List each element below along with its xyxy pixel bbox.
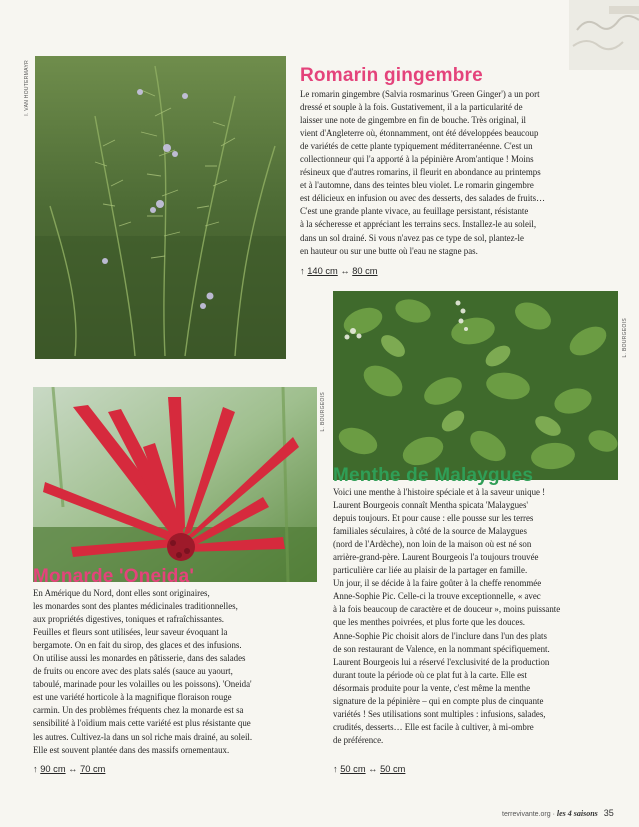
romarin-photo	[35, 56, 286, 359]
monarde-line: carmin. Un des problèmes fréquents chez la monarde est sa	[33, 705, 244, 716]
menthe-line: signature de la pépinière – qui en compte plus de cinquante	[333, 695, 544, 706]
romarin-dimensions	[300, 266, 378, 276]
romarin-width: 80 cm	[352, 266, 378, 276]
menthe-height: 50 cm	[340, 764, 366, 774]
footer-brand: les 4 saisons	[556, 809, 598, 818]
width-arrow-icon: ↔	[368, 764, 378, 774]
romarin-line: est délicieux en infusion ou avec des desserts, des salades de fruits…	[300, 193, 545, 204]
menthe-line: Anne-Sophie Pic choisit alors de l'inclure dans l'un des plats	[333, 630, 547, 641]
menthe-photo-credit: L. BOURGEOIS	[622, 318, 628, 358]
monarde-body	[33, 587, 325, 757]
monarde-line: sensibilité à l'oïdium mais cette variété est plus résistante que	[33, 718, 251, 729]
menthe-line: Un jour, il se décide à la faire goûter à la cheffe renommée	[333, 578, 542, 589]
romarin-line: dans un sol drainé. Si vous n'avez pas ce type de sol, plantez-le	[300, 232, 524, 243]
monarde-photo	[33, 387, 317, 582]
height-arrow-icon: ↑	[33, 764, 38, 774]
menthe-line: désormais produite pour la vente, c'est même la menthe	[333, 682, 531, 693]
menthe-line: depuis toujours. Et pour cause : elle pousse sur les terres	[333, 513, 534, 524]
page-number: 35	[603, 808, 614, 818]
menthe-line: arrière-grand-père. Laurent Bourgeois l'a toujours trouvée	[333, 552, 539, 563]
height-arrow-icon: ↑	[333, 764, 338, 774]
menthe-photo	[333, 291, 618, 480]
romarin-line: collectionneur qui l'a apporté à la pépinière Arom'antique ! Moins	[300, 154, 534, 165]
menthe-line: familiales séculaires, à côté de la source de Malaygues	[333, 526, 527, 537]
width-arrow-icon: ↔	[68, 764, 78, 774]
romarin-line: laisser une note de gingembre en fin de bouche. Très original, il	[300, 115, 527, 126]
menthe-line: (nord de l'Ardèche), non loin de la maison où est né son	[333, 539, 532, 550]
menthe-line: de son restaurant de Valence, en la nommant spécifiquement.	[333, 643, 550, 654]
menthe-title: Menthe de Malaygues	[333, 465, 534, 486]
menthe-line: Laurent Bourgeois lui a réservé l'exclusivité de la production	[333, 656, 550, 667]
menthe-line: que les menthes poivrées, et plus forte que les douces.	[333, 617, 525, 628]
menthe-line: durant toute la période où ce plat fut à la carte. Elle est	[333, 669, 527, 680]
menthe-line: Anne-Sophie Pic. Celle-ci la trouve exceptionnelle, « avec	[333, 591, 541, 602]
romarin-line: à la sécheresse et appréciant les terrains secs. Installez-le au soleil,	[300, 219, 537, 230]
menthe-line: particulière car liée au plaisir de la partager en famille.	[333, 565, 528, 576]
monarde-width: 70 cm	[80, 764, 106, 774]
romarin-line: Le romarin gingembre (Salvia rosmarinus 'Green Ginger') a un port	[300, 89, 540, 99]
monarde-line: On utilise aussi les monardes en pâtisserie, dans des salades	[33, 653, 246, 664]
menthe-line: de préférence.	[333, 734, 384, 745]
menthe-line: variétés ! Ses utilisations sont multiples : infusions, salades,	[333, 708, 546, 719]
monarde-line: est une variété horticole à la magnifique floraison rouge	[33, 692, 232, 703]
romarin-line: vient d'Angleterre où, étonnamment, ont été développées beaucoup	[300, 128, 539, 139]
menthe-line: Laurent Bourgeois connaît Mentha spicata 'Malaygues'	[333, 500, 529, 511]
romarin-line: résineux que d'autres romarins, il fleurit en abondance au printemps	[300, 167, 541, 178]
monarde-line: En Amérique du Nord, dont elles sont originaires,	[33, 588, 210, 598]
monarde-line: Elle est souvent plantée dans des massifs ornementaux.	[33, 744, 230, 755]
monarde-line: Feuilles et fleurs sont utilisées, leur saveur évoquant la	[33, 627, 228, 638]
width-arrow-icon: ↔	[340, 266, 350, 276]
romarin-title: Romarin gingembre	[300, 65, 483, 86]
romarin-height: 140 cm	[307, 266, 338, 276]
monarde-line: les monardes sont des plantes médicinales traditionnelles,	[33, 601, 238, 612]
monarde-line: bergamote. On en fait du sirop, des glaces et des infusions.	[33, 640, 242, 651]
monarde-line: les autres. Cultivez-la dans un sol riche mais drainé, au soleil.	[33, 731, 253, 742]
monarde-height: 90 cm	[40, 764, 66, 774]
menthe-line: Voici une menthe à l'histoire spéciale et à la saveur unique !	[333, 487, 546, 497]
monarde-line: taboulé, marinade pour les volailles ou les poissons). 'Oneida'	[33, 679, 252, 690]
romarin-line: de variétés de cette plante typiquement méditerranéenne. C'est un	[300, 141, 533, 152]
menthe-line: à la fois beaucoup de caractère et de douceur », moins puissante	[333, 604, 561, 615]
romarin-body	[300, 88, 625, 258]
monarde-title: Monarde 'Oneida'	[33, 566, 195, 587]
romarin-photo-credit: I. VAN HOUTERMAYR	[24, 60, 30, 116]
menthe-width: 50 cm	[380, 764, 406, 774]
menthe-dimensions	[333, 764, 405, 774]
height-arrow-icon: ↑	[300, 266, 305, 276]
monarde-photo-credit: L. BOURGEOIS	[320, 392, 326, 432]
romarin-line: C'est une grande plante vivace, au feuillage persistant, résistante	[300, 206, 529, 217]
page-corner-decoration	[569, 0, 639, 70]
monarde-dimensions	[33, 764, 105, 774]
footer-site: terrevivante.org	[502, 811, 551, 818]
monarde-line: aux propriétés digestives, toniques et rafraîchissantes.	[33, 614, 225, 625]
menthe-line: crudités, desserts… Elle est facile à cultiver, à mi-ombre	[333, 721, 534, 732]
menthe-body	[333, 486, 628, 747]
romarin-line: en hauteur ou sur une butte où l'eau ne stagne pas.	[300, 245, 478, 256]
monarde-line: de fruits ou encore avec des plats salés (sauce au yaourt,	[33, 666, 233, 677]
romarin-line: et à l'automne, dans des teintes bleu violet. Le romarin gingembre	[300, 180, 534, 191]
romarin-line: dressé et souple à la fois. Gustativement, il a la particularité de	[300, 102, 523, 113]
page-footer: terrevivante.org · les 4 saisons 35	[502, 808, 614, 818]
